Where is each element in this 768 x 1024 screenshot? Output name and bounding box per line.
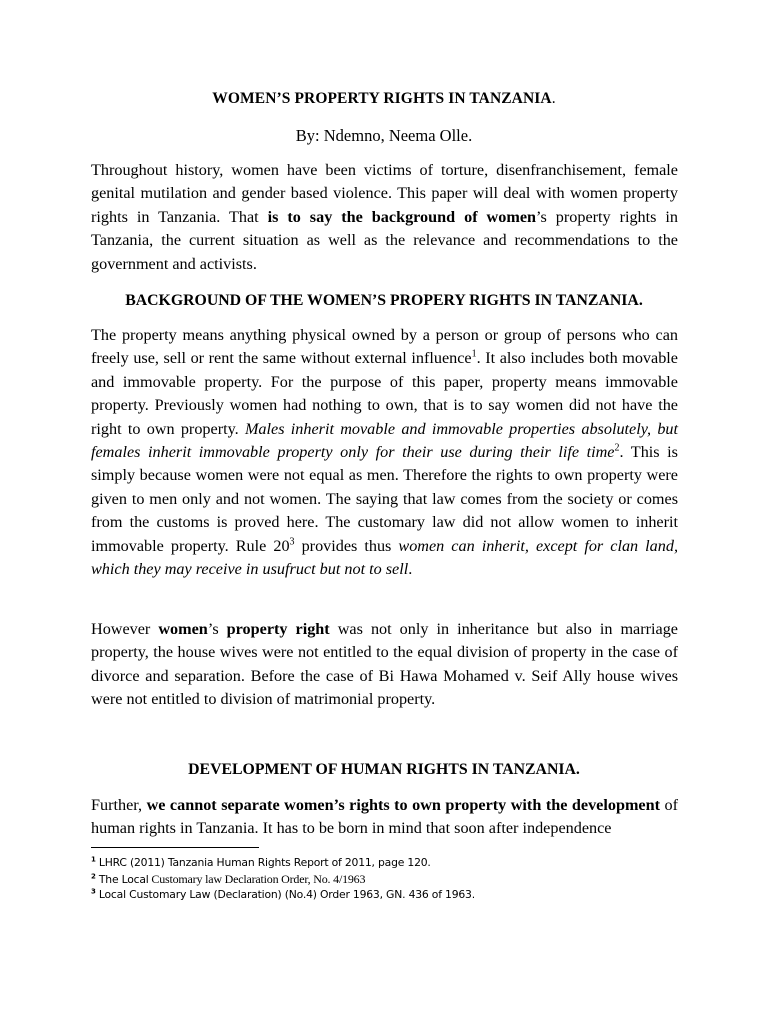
marriage-text-2: was not only in inheritance but also in marriage property, the house wives were not entitled to the equal division of property in the case of divorce and separation. Before the case of Bi Hawa Mohamed v. Seif Ally house wives were not entitled to division of matrimonial property. [91, 620, 678, 709]
marriage-bold-1: women [158, 620, 208, 638]
title-text: WOMEN’S PROPERTY RIGHTS IN TANZANIA [212, 90, 552, 107]
footnote-text-2b: Customary law Declaration Order, No. 4/1963 [148, 872, 366, 886]
footnote-2 [91, 872, 365, 887]
intro-text-2: ’s property rights in Tanzania, the current situation as well as the relevance and recommendations to the government and activists. [91, 207, 678, 273]
intro-paragraph [91, 159, 678, 276]
background-text-1: The property means anything physical owned by a person or group of persons who can freely use, sell or rent the same without external influence [91, 326, 678, 368]
footnote-text-3: Local Customary Law (Declaration) (No.4) Order 1963, GN. 436 of 1963. [95, 888, 475, 901]
footnote-ref-2[interactable]: 2 [614, 442, 620, 454]
background-text-2: . It also includes both movable and immovable property. For the purpose of this paper, property means immovable property. Previously women had nothing to own, that is to say women did not have the right to own property. [91, 349, 678, 438]
marriage-bold-2: property right [226, 620, 330, 638]
development-text-2: of human rights in Tanzania. It has to be born in mind that soon after independence [91, 796, 678, 838]
development-paragraph [91, 794, 678, 841]
background-italic-2: women can inherit, except for clan land, which they may receive in usufruct but not to sell [91, 536, 679, 579]
heading-background: BACKGROUND OF THE WOMEN’S PROPERY RIGHTS IN TANZANIA. [125, 292, 643, 309]
footnote-text-1: LHRC (2011) Tanzania Human Rights Report of 2011, page 120. [95, 856, 431, 869]
background-italic-1: Males inherit movable and immovable properties absolutely, but females inherit immovable property only for their use during their life time [91, 419, 679, 462]
footnote-mark-3: 3 [91, 887, 96, 896]
heading-development: DEVELOPMENT OF HUMAN RIGHTS IN TANZANIA. [188, 761, 580, 778]
background-text-5: . [408, 560, 413, 579]
footnote-ref-1[interactable]: 1 [471, 349, 477, 361]
intro-bold-text: is to say the background of women [267, 207, 537, 226]
footnote-divider [91, 847, 259, 848]
footnote-text-2a: The Local [95, 873, 149, 886]
footnote-ref-3[interactable]: 3 [289, 536, 295, 548]
footnote-1 [91, 856, 431, 870]
document-title [0, 90, 768, 108]
background-paragraph [91, 324, 678, 581]
marriage-paragraph [91, 618, 678, 712]
development-bold-text: we cannot separate women’s rights to own property with the development [146, 796, 661, 814]
marriage-text-1: However [91, 620, 159, 638]
intro-text-1: Throughout history, women have been victims of torture, disenfranchisement, female genital mutilation and gender based violence. This paper will deal with women property rights in Tanzania. That [91, 161, 678, 226]
footnote-3 [91, 888, 475, 902]
footnote-mark-1: 1 [91, 855, 96, 864]
title-period: . [551, 90, 556, 107]
development-text-1: Further, [91, 796, 147, 814]
author-byline: By: Ndemno, Neema Olle. [295, 126, 473, 145]
background-text-4: provides thus [294, 536, 399, 555]
marriage-text-mid: ’s [207, 620, 227, 638]
background-text-3: . This is simply because women were not equal as men. Therefore the rights to own property were given to men only and not women. The saying that law comes from the society or comes from the customs is proved here. The customary law did not allow women to inherit immovable property. Rule 20 [91, 443, 678, 555]
footnote-mark-2: 2 [91, 872, 96, 881]
